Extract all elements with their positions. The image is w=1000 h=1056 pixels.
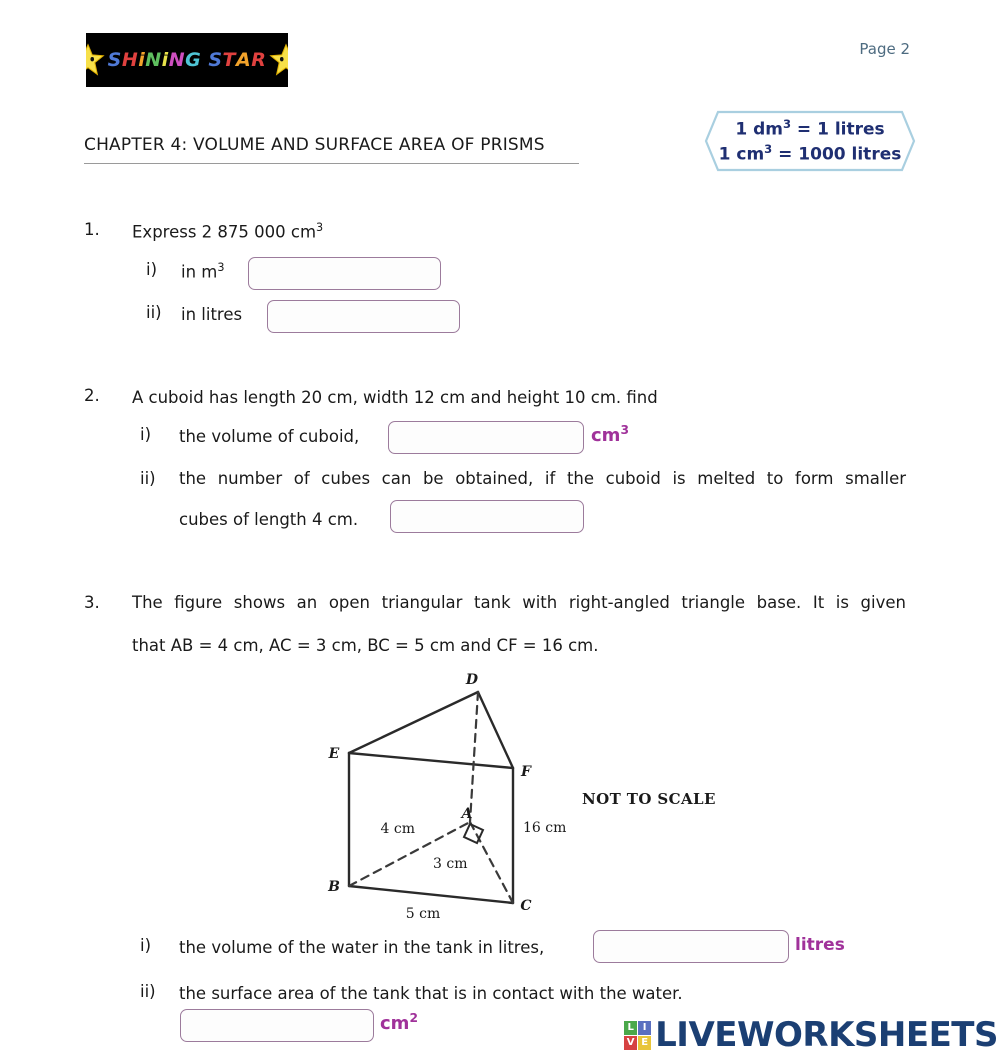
edge-EF bbox=[349, 753, 513, 768]
page-number: Page 2 bbox=[859, 40, 910, 58]
question-1-part-ii-text: in litres bbox=[181, 305, 243, 324]
dimension-label-16cm: 16 cm bbox=[523, 820, 567, 836]
formula-line-2-a: 1 cm bbox=[718, 144, 765, 165]
vertex-label-E: E bbox=[328, 746, 340, 762]
question-1-part-i-text bbox=[181, 260, 225, 284]
liveworksheets-wordmark: LIVEWORKSHEETS bbox=[655, 1015, 998, 1055]
answer-input-3i[interactable] bbox=[593, 930, 789, 963]
formula-line-1-b: = 1 litres bbox=[791, 119, 885, 140]
unit-label-3ii bbox=[380, 1011, 418, 1034]
logo-letter: N bbox=[145, 49, 162, 71]
question-2-part-ii-line2: cubes of length 4 cm. bbox=[179, 510, 359, 529]
liveworksheets-tiles bbox=[624, 1021, 651, 1050]
edge-AC-dashed bbox=[470, 822, 513, 903]
logo-letter: R bbox=[251, 49, 267, 71]
question-1-part-i-sup: 3 bbox=[217, 261, 225, 274]
formula-line-2 bbox=[719, 142, 902, 166]
unit-label-2i bbox=[591, 423, 629, 446]
prism-diagram bbox=[320, 660, 580, 925]
unit-label-3i bbox=[795, 935, 845, 955]
question-1-part-i-label-text: in m bbox=[181, 262, 218, 282]
star-icon-right bbox=[269, 43, 288, 77]
edge-DF bbox=[478, 692, 513, 768]
vertex-label-A: A bbox=[461, 806, 473, 822]
unit-label-3i-text: litres bbox=[795, 935, 845, 955]
liveworksheets-tile: V bbox=[624, 1036, 637, 1050]
shining-star-logo bbox=[86, 33, 288, 87]
question-2-part-i-text: the volume of cuboid, bbox=[179, 427, 360, 446]
question-1-stem-text: Express 2 875 000 cm bbox=[132, 222, 317, 242]
question-3-stem-line1: The figure shows an open triangular tank with right-angled triangle base. It is given bbox=[132, 593, 906, 612]
page-title: CHAPTER 4: VOLUME AND SURFACE AREA OF PRISMS bbox=[84, 135, 579, 164]
logo-letter: A bbox=[235, 49, 252, 71]
question-3-part-ii-label: ii) bbox=[140, 982, 156, 1001]
unit-label-2i-text: cm bbox=[591, 425, 621, 446]
star-icon-left bbox=[86, 43, 105, 77]
unit-label-2i-sup: 3 bbox=[620, 423, 629, 437]
formula-line-2-sup: 3 bbox=[764, 141, 773, 156]
question-1-stem-sup: 3 bbox=[316, 221, 324, 234]
answer-input-2i[interactable] bbox=[388, 421, 584, 454]
question-1-part-ii-label: ii) bbox=[146, 303, 162, 322]
question-1-part-i-label: i) bbox=[146, 260, 158, 279]
logo-letter: G bbox=[185, 49, 202, 71]
question-3-stem-line2: that AB = 4 cm, AC = 3 cm, BC = 5 cm and CF = 16 cm. bbox=[132, 636, 599, 655]
logo-wordmark bbox=[108, 49, 267, 71]
question-3-part-i-text: the volume of the water in the tank in litres, bbox=[179, 938, 545, 957]
formula-line-1-sup: 3 bbox=[782, 116, 792, 131]
unit-label-3ii-text: cm bbox=[380, 1013, 410, 1034]
logo-letter: S bbox=[107, 49, 122, 71]
question-1-number: 1. bbox=[84, 220, 100, 239]
answer-input-1i[interactable] bbox=[248, 257, 441, 290]
vertex-label-D: D bbox=[465, 672, 479, 688]
logo-letter: H bbox=[121, 49, 139, 71]
logo-letter: N bbox=[168, 49, 186, 71]
question-1-stem bbox=[132, 220, 323, 244]
liveworksheets-tile: E bbox=[638, 1036, 651, 1050]
edge-ED bbox=[349, 692, 478, 753]
edge-DA-dashed bbox=[470, 692, 478, 822]
question-2-number: 2. bbox=[84, 386, 100, 405]
logo-letter bbox=[201, 49, 208, 71]
liveworksheets-tile: L bbox=[624, 1021, 637, 1035]
dimension-label-3cm: 3 cm bbox=[433, 856, 468, 872]
not-to-scale-note: NOT TO SCALE bbox=[582, 790, 716, 808]
question-3-part-i-label: i) bbox=[140, 936, 152, 955]
question-2-part-ii-label: ii) bbox=[140, 469, 156, 488]
formula-line-1 bbox=[735, 117, 884, 141]
edge-BC bbox=[349, 886, 513, 903]
question-2-stem: A cuboid has length 20 cm, width 12 cm and height 10 cm. find bbox=[132, 388, 658, 407]
dimension-label-5cm: 5 cm bbox=[405, 906, 441, 922]
answer-input-1ii[interactable] bbox=[267, 300, 460, 333]
logo-letter: i bbox=[138, 49, 146, 71]
question-3-part-ii-text: the surface area of the tank that is in contact with the water. bbox=[179, 984, 683, 1003]
logo-letter: i bbox=[161, 49, 169, 71]
unit-label-3ii-sup: 2 bbox=[409, 1011, 418, 1025]
question-3-number: 3. bbox=[84, 593, 100, 612]
formula-line-2-b: = 1000 litres bbox=[772, 144, 902, 165]
formula-line-1-a: 1 dm bbox=[735, 119, 783, 140]
answer-input-2ii[interactable] bbox=[390, 500, 584, 533]
question-2-part-i-label: i) bbox=[140, 425, 152, 444]
logo-letter: S bbox=[208, 49, 223, 71]
vertex-label-F: F bbox=[521, 764, 531, 780]
triangular-prism-figure bbox=[320, 660, 580, 925]
logo-letter: T bbox=[222, 49, 236, 71]
liveworksheets-logo bbox=[624, 1015, 998, 1055]
liveworksheets-tile: I bbox=[638, 1021, 651, 1035]
dimension-label-4cm: 4 cm bbox=[380, 821, 415, 837]
answer-input-3ii[interactable] bbox=[180, 1009, 374, 1042]
formula-badge bbox=[704, 108, 916, 174]
vertex-label-B: B bbox=[328, 879, 340, 895]
question-2-part-ii-line1: the number of cubes can be obtained, if the cuboid is melted to form smaller bbox=[179, 469, 906, 488]
vertex-label-C: C bbox=[520, 898, 532, 914]
